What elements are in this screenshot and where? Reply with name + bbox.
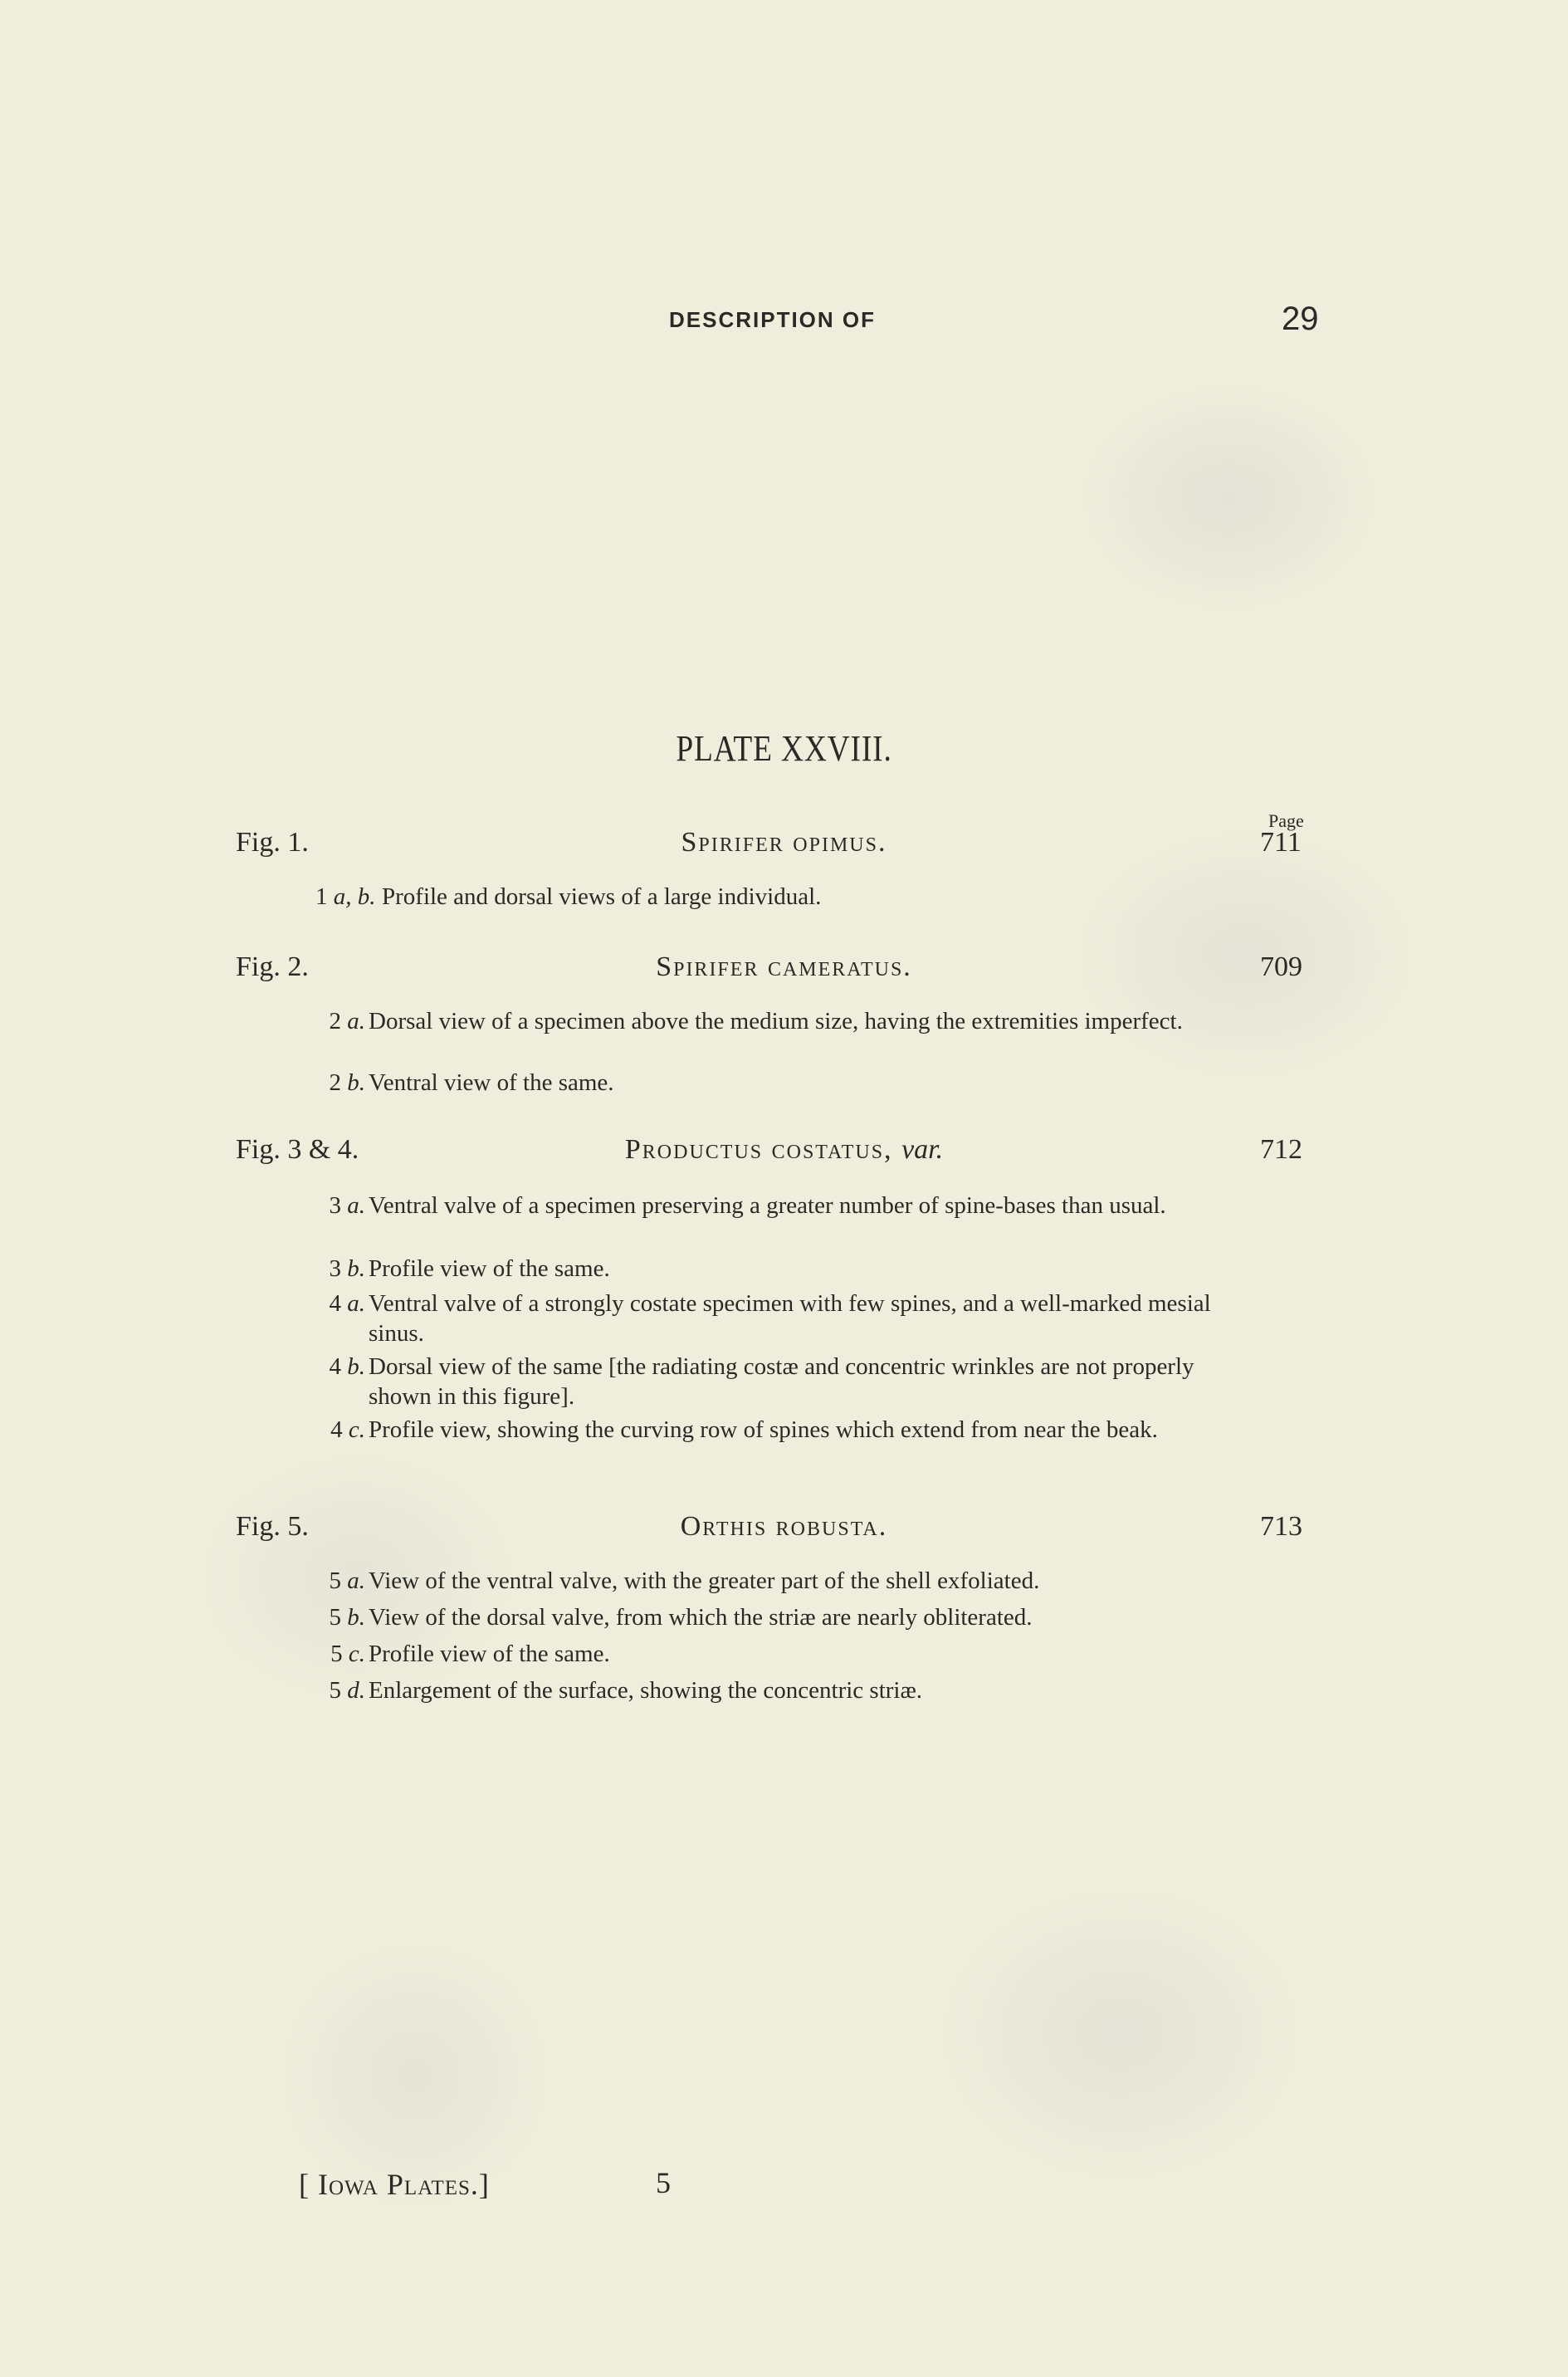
figure-caption-item — [315, 1566, 1229, 1596]
plate-title: PLATE XXVIII. — [676, 728, 892, 769]
species-name: Spirifer opimus. — [681, 827, 887, 858]
item-label: 3 b. — [329, 1255, 365, 1282]
figure-number: Fig. 2. — [236, 951, 309, 982]
item-text: View of the ventral valve, with the greater part of the shell exfoliated. — [369, 1568, 1040, 1594]
item-text: Ventral valve of a strongly costate specimen with few spines, and a well-marked mesial sinus. — [369, 1290, 1211, 1347]
footer-iowa-plates: [ Iowa Plates.] — [299, 2168, 490, 2201]
running-header — [0, 301, 1568, 339]
figure-caption-item — [315, 1006, 1229, 1036]
item-label: 4 b. — [329, 1353, 365, 1380]
species-name: Productus costatus, var. — [624, 1134, 944, 1165]
figure-page-ref: 711 — [1260, 827, 1302, 858]
page-number: 29 — [1282, 301, 1319, 337]
header-title: DESCRIPTION OF — [669, 307, 877, 332]
item-text: Dorsal view of the same [the radiating costæ and concentric wrinkles are not properly shown in this figure]. — [369, 1353, 1194, 1410]
item-text: Profile and dorsal views of a large individual. — [382, 883, 822, 910]
item-label: 5 c. — [330, 1641, 365, 1667]
item-text: Ventral view of the same. — [369, 1069, 614, 1096]
figure-page-ref: 713 — [1260, 1511, 1302, 1542]
species-name: Orthis robusta. — [680, 1511, 888, 1542]
page-column-label: Page — [1268, 810, 1304, 831]
item-label: 2 a. — [329, 1008, 365, 1034]
figure-number: Fig. 3 & 4. — [236, 1134, 359, 1165]
item-text: Ventral valve of a specimen preserving a greater number of spine-bases than usual. — [369, 1192, 1166, 1219]
figure-heading — [0, 1134, 1568, 1174]
figure-number: Fig. 5. — [236, 1511, 309, 1542]
figure-heading — [0, 1511, 1568, 1551]
item-label: 4 c. — [330, 1416, 365, 1443]
figure-heading — [0, 951, 1568, 991]
figure-heading — [0, 827, 1568, 867]
item-label: 5 d. — [329, 1677, 365, 1704]
figure-page-ref: 712 — [1260, 1134, 1302, 1165]
item-label: 3 a. — [329, 1192, 365, 1219]
figure-caption-item — [315, 882, 1229, 912]
item-label: 4 a. — [329, 1290, 365, 1317]
variety-label: var. — [901, 1134, 944, 1165]
figure-caption-item — [315, 1675, 1229, 1705]
item-text: View of the dorsal valve, from which the striæ are nearly obliterated. — [369, 1604, 1033, 1631]
species-name: Spirifer cameratus. — [656, 951, 912, 982]
item-label: 2 b. — [329, 1069, 365, 1096]
item-label: 5 a. — [329, 1568, 365, 1594]
figure-page-ref: 709 — [1260, 951, 1302, 982]
figure-number: Fig. 1. — [236, 827, 309, 858]
figure-caption-item — [315, 1068, 1229, 1098]
figure-caption-item — [315, 1191, 1229, 1220]
figure-caption-item — [315, 1415, 1229, 1445]
item-text: Dorsal view of a specimen above the medium size, having the extremities imperfect. — [369, 1008, 1183, 1034]
item-text: Profile view of the same. — [369, 1641, 610, 1667]
figure-caption-item — [315, 1289, 1229, 1348]
figure-caption-item — [315, 1602, 1229, 1632]
item-label: 5 b. — [329, 1604, 365, 1631]
figure-caption-item — [315, 1639, 1229, 1669]
figure-caption-item — [315, 1352, 1229, 1411]
item-text: Profile view, showing the curving row of spines which extend from near the beak. — [369, 1416, 1158, 1443]
item-text: Profile view of the same. — [369, 1255, 610, 1282]
item-text: Enlargement of the surface, showing the concentric striæ. — [369, 1677, 923, 1704]
figure-caption-item — [315, 1254, 1229, 1284]
signature-mark: 5 — [656, 2166, 671, 2199]
item-label: 1 a, b. — [315, 883, 376, 910]
